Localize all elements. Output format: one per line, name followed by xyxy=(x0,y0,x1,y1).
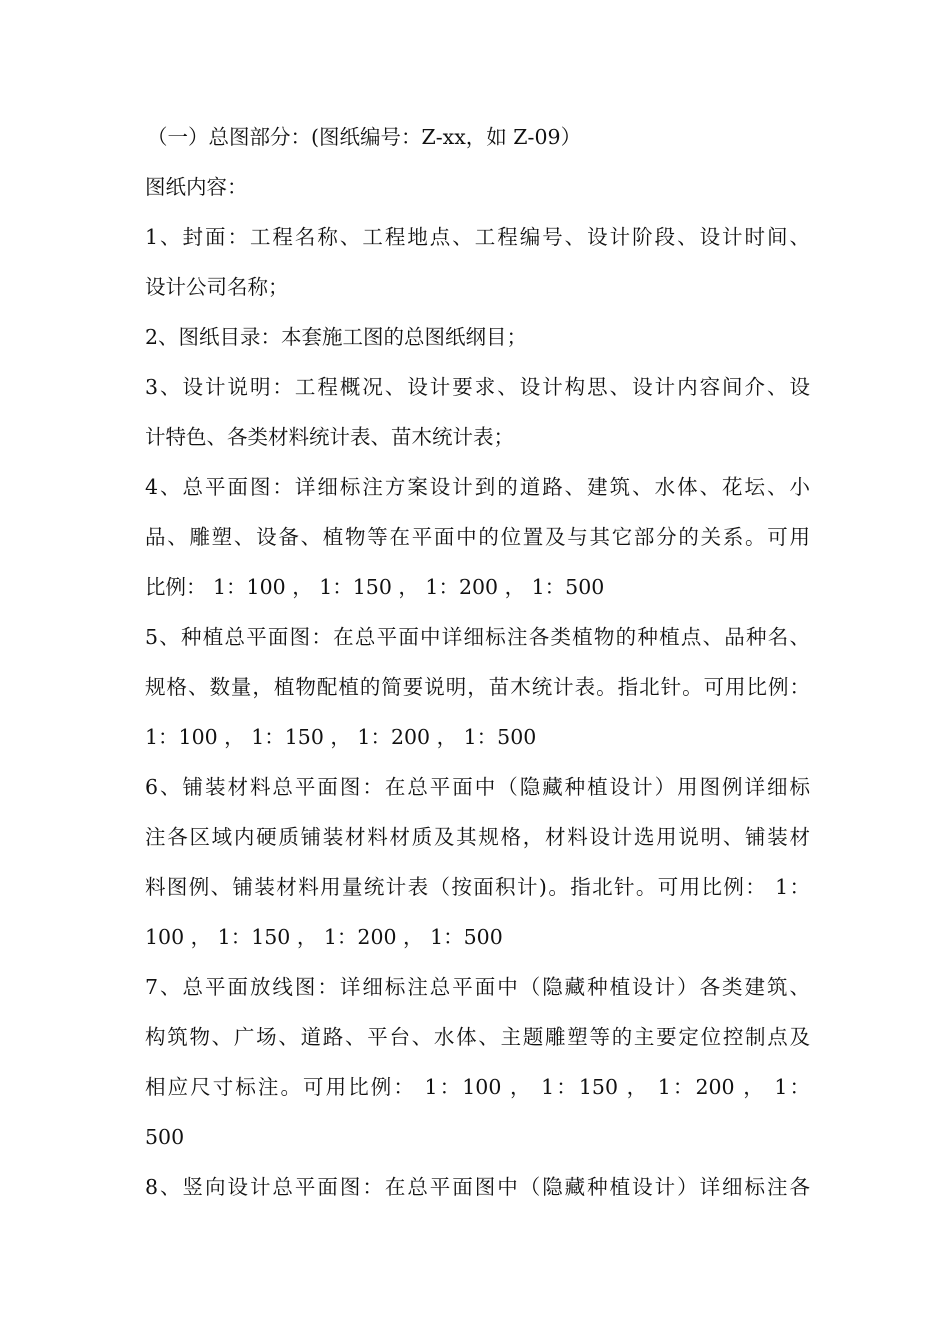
section-heading: （一）总图部分：(图纸编号：Z-xx，如 Z-09） xyxy=(147,125,582,149)
paragraph-line: 规格、数量，植物配植的简要说明，苗木统计表。指北针。可用比例： xyxy=(145,675,810,699)
paragraph-line: 500 xyxy=(145,1125,185,1149)
paragraph-line: 100 ， 1：150 ， 1：200 ， 1：500 xyxy=(145,925,503,949)
paragraph-line: 料图例、铺装材料用量统计表（按面积计)。指北针。可用比例： 1： xyxy=(145,875,810,899)
paragraph-line: 3、设计说明：工程概况、设计要求、设计构思、设计内容间介、设 xyxy=(145,375,810,399)
paragraph-line: 注各区域内硬质铺装材料材质及其规格，材料设计选用说明、铺装材 xyxy=(145,825,810,849)
paragraph-line: 设计公司名称； xyxy=(145,275,289,299)
paragraph-line: 6、铺装材料总平面图：在总平面中（隐藏种植设计）用图例详细标 xyxy=(145,775,810,799)
paragraph-line: 相应尺寸标注。可用比例： 1：100 ， 1：150 ， 1：200 ， 1： xyxy=(145,1075,810,1099)
paragraph-line: 5、种植总平面图：在总平面中详细标注各类植物的种植点、品种名、 xyxy=(145,625,810,649)
paragraph-line: 构筑物、广场、道路、平台、水体、主题雕塑等的主要定位控制点及 xyxy=(145,1025,810,1049)
paragraph-line: 比例： 1：100 ， 1：150 ， 1：200 ， 1：500 xyxy=(145,575,605,599)
document-body xyxy=(145,112,810,1212)
paragraph-line: 7、总平面放线图：详细标注总平面中（隐藏种植设计）各类建筑、 xyxy=(145,975,810,999)
paragraph-line: 1：100 ， 1：150 ， 1：200 ， 1：500 xyxy=(145,725,537,749)
paragraph-line: 1、封面：工程名称、工程地点、工程编号、设计阶段、设计时间、 xyxy=(145,225,810,249)
paragraph-line: 4、总平面图：详细标注方案设计到的道路、建筑、水体、花坛、小 xyxy=(145,475,810,499)
content-label: 图纸内容： xyxy=(145,175,248,199)
paragraph-line: 计特色、各类材料统计表、苗木统计表； xyxy=(145,425,514,449)
paragraph-line: 品、雕塑、设备、植物等在平面中的位置及与其它部分的关系。可用 xyxy=(145,525,810,549)
paragraph-line: 2、图纸目录：本套施工图的总图纸纲目； xyxy=(145,325,528,349)
paragraph-line: 8、竖向设计总平面图：在总平面图中（隐藏种植设计）详细标注各 xyxy=(145,1175,810,1199)
